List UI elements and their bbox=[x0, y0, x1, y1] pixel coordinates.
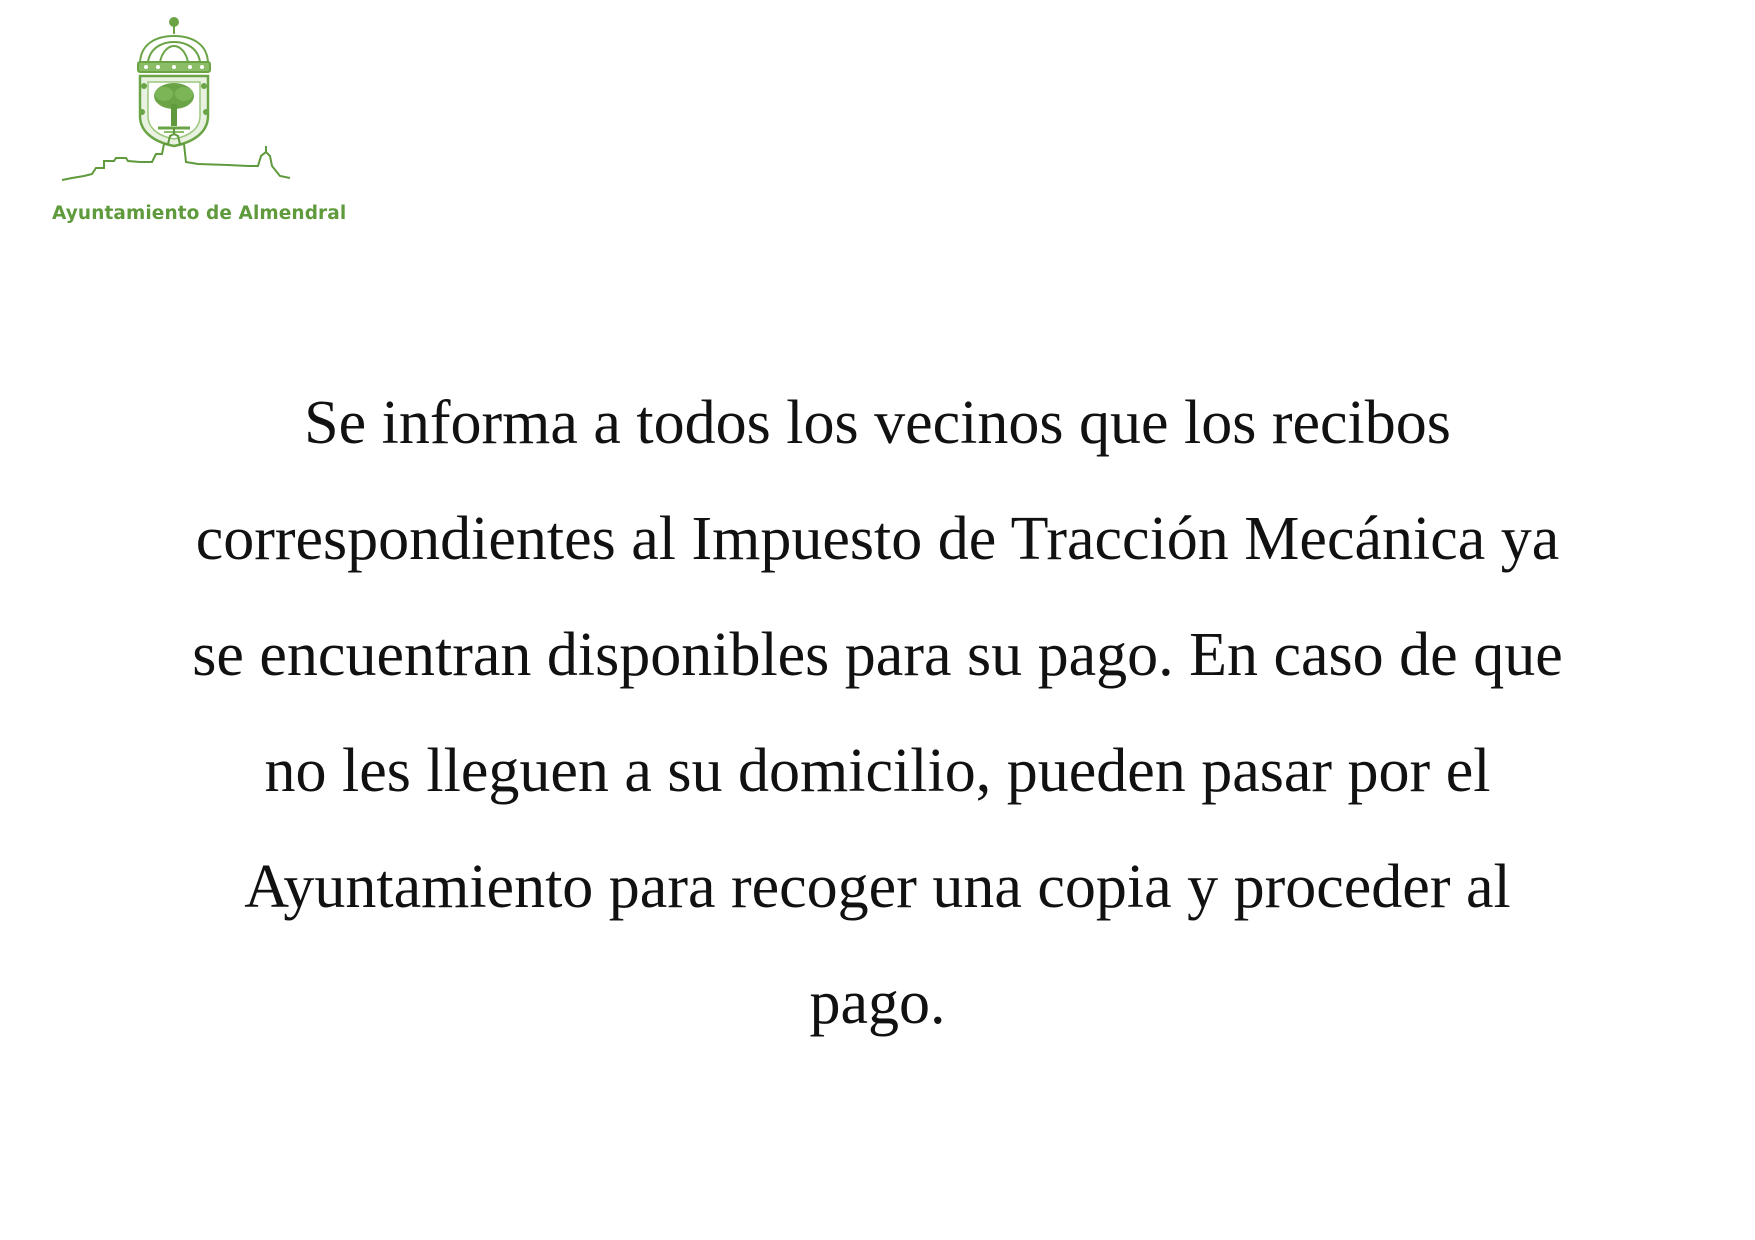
notice-line: no les lleguen a su domicilio, pueden pasar por el bbox=[264, 737, 1491, 805]
notice-line: Ayuntamiento para recoger una copia y proceder al bbox=[244, 853, 1511, 921]
notice-line: se encuentran disponibles para su pago. En caso de que bbox=[192, 621, 1563, 689]
notice-text bbox=[110, 365, 1645, 1061]
notice-line: correspondientes al Impuesto de Tracción Mecánica ya bbox=[195, 505, 1560, 573]
municipal-logo bbox=[48, 16, 348, 236]
town-skyline-icon bbox=[48, 16, 348, 206]
notice-line: pago. bbox=[809, 969, 946, 1037]
logo-caption: Ayuntamiento de Almendral bbox=[52, 203, 347, 224]
notice-line: Se informa a todos los vecinos que los recibos bbox=[304, 389, 1451, 457]
